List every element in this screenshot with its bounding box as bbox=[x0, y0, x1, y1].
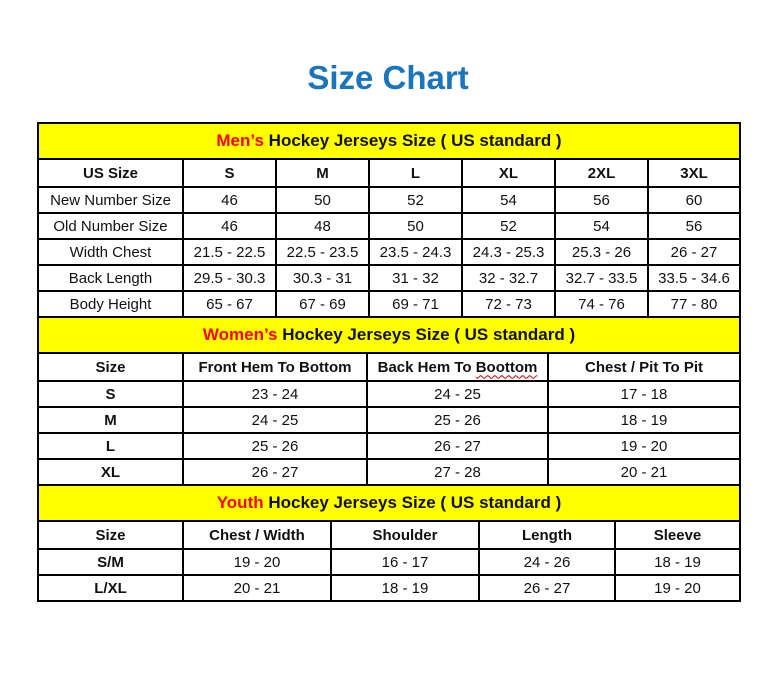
cell: 52 bbox=[369, 187, 462, 213]
cell: 32.7 - 33.5 bbox=[555, 265, 648, 291]
youth-highlight: Youth bbox=[216, 493, 264, 512]
cell: 56 bbox=[555, 187, 648, 213]
cell: 17 - 18 bbox=[548, 381, 740, 407]
womens-size-table bbox=[37, 316, 741, 486]
col-header: US Size bbox=[38, 159, 183, 187]
size-chart bbox=[37, 122, 739, 602]
col-header: Size bbox=[38, 521, 183, 549]
cell: 54 bbox=[555, 213, 648, 239]
cell: 26 - 27 bbox=[367, 433, 548, 459]
table-row bbox=[38, 381, 740, 407]
row-label: L/XL bbox=[38, 575, 183, 601]
col-header: Length bbox=[479, 521, 615, 549]
col-header: Front Hem To Bottom bbox=[183, 353, 367, 381]
col-header: Size bbox=[38, 353, 183, 381]
cell: 67 - 69 bbox=[276, 291, 369, 317]
col-header: Shoulder bbox=[331, 521, 479, 549]
cell: 19 - 20 bbox=[615, 575, 740, 601]
cell: 56 bbox=[648, 213, 740, 239]
youth-size-table bbox=[37, 484, 741, 602]
cell: 29.5 - 30.3 bbox=[183, 265, 276, 291]
cell: 23.5 - 24.3 bbox=[369, 239, 462, 265]
mens-section-header bbox=[38, 123, 740, 159]
cell: 69 - 71 bbox=[369, 291, 462, 317]
col-header: 2XL bbox=[555, 159, 648, 187]
cell: 19 - 20 bbox=[183, 549, 331, 575]
youth-column-headers bbox=[38, 521, 740, 549]
cell: 74 - 76 bbox=[555, 291, 648, 317]
mens-section-title bbox=[38, 123, 740, 159]
table-row bbox=[38, 433, 740, 459]
cell: 20 - 21 bbox=[183, 575, 331, 601]
cell: 77 - 80 bbox=[648, 291, 740, 317]
row-label: S bbox=[38, 381, 183, 407]
col-header: 3XL bbox=[648, 159, 740, 187]
row-label: S/M bbox=[38, 549, 183, 575]
row-label: XL bbox=[38, 459, 183, 485]
cell: 72 - 73 bbox=[462, 291, 555, 317]
col-header: S bbox=[183, 159, 276, 187]
cell: 24 - 25 bbox=[367, 381, 548, 407]
youth-section-header bbox=[38, 485, 740, 521]
youth-section-title bbox=[38, 485, 740, 521]
row-label: Width Chest bbox=[38, 239, 183, 265]
col-header: Sleeve bbox=[615, 521, 740, 549]
cell: 25 - 26 bbox=[367, 407, 548, 433]
cell: 26 - 27 bbox=[183, 459, 367, 485]
cell: 23 - 24 bbox=[183, 381, 367, 407]
row-label: M bbox=[38, 407, 183, 433]
col-header: L bbox=[369, 159, 462, 187]
cell: 21.5 - 22.5 bbox=[183, 239, 276, 265]
table-row bbox=[38, 549, 740, 575]
col-header: Chest / Width bbox=[183, 521, 331, 549]
table-row bbox=[38, 213, 740, 239]
cell: 50 bbox=[276, 187, 369, 213]
row-label: L bbox=[38, 433, 183, 459]
womens-title-rest: Hockey Jerseys Size ( US standard ) bbox=[282, 325, 576, 344]
table-row bbox=[38, 187, 740, 213]
cell: 32 - 32.7 bbox=[462, 265, 555, 291]
cell: 24.3 - 25.3 bbox=[462, 239, 555, 265]
mens-column-headers bbox=[38, 159, 740, 187]
cell: 25 - 26 bbox=[183, 433, 367, 459]
table-row bbox=[38, 575, 740, 601]
cell: 19 - 20 bbox=[548, 433, 740, 459]
cell: 25.3 - 26 bbox=[555, 239, 648, 265]
cell: 50 bbox=[369, 213, 462, 239]
womens-section-header bbox=[38, 317, 740, 353]
table-row bbox=[38, 407, 740, 433]
womens-column-headers bbox=[38, 353, 740, 381]
cell: 26 - 27 bbox=[479, 575, 615, 601]
col-header: Chest / Pit To Pit bbox=[548, 353, 740, 381]
cell: 48 bbox=[276, 213, 369, 239]
cell: 46 bbox=[183, 187, 276, 213]
cell: 33.5 - 34.6 bbox=[648, 265, 740, 291]
col-header-text: Back Hem To bbox=[377, 358, 472, 376]
table-row bbox=[38, 239, 740, 265]
row-label: Old Number Size bbox=[38, 213, 183, 239]
cell: 52 bbox=[462, 213, 555, 239]
mens-title-rest: Hockey Jerseys Size ( US standard ) bbox=[268, 131, 562, 150]
cell: 26 - 27 bbox=[648, 239, 740, 265]
row-label: Back Length bbox=[38, 265, 183, 291]
cell: 18 - 19 bbox=[615, 549, 740, 575]
cell: 54 bbox=[462, 187, 555, 213]
cell: 20 - 21 bbox=[548, 459, 740, 485]
cell: 22.5 - 23.5 bbox=[276, 239, 369, 265]
mens-highlight: Men’s bbox=[216, 131, 264, 150]
table-row bbox=[38, 265, 740, 291]
cell: 24 - 25 bbox=[183, 407, 367, 433]
col-header bbox=[367, 353, 548, 381]
cell: 16 - 17 bbox=[331, 549, 479, 575]
row-label: Body Height bbox=[38, 291, 183, 317]
page-title: Size Chart bbox=[307, 59, 469, 96]
row-label: New Number Size bbox=[38, 187, 183, 213]
misspelled-word: Boottom bbox=[475, 358, 538, 376]
cell: 30.3 - 31 bbox=[276, 265, 369, 291]
col-header: XL bbox=[462, 159, 555, 187]
womens-section-title bbox=[38, 317, 740, 353]
cell: 60 bbox=[648, 187, 740, 213]
table-row bbox=[38, 459, 740, 485]
cell: 24 - 26 bbox=[479, 549, 615, 575]
cell: 65 - 67 bbox=[183, 291, 276, 317]
mens-size-table bbox=[37, 122, 741, 318]
youth-title-rest: Hockey Jerseys Size ( US standard ) bbox=[268, 493, 562, 512]
col-header: M bbox=[276, 159, 369, 187]
table-row bbox=[38, 291, 740, 317]
cell: 18 - 19 bbox=[548, 407, 740, 433]
cell: 27 - 28 bbox=[367, 459, 548, 485]
cell: 46 bbox=[183, 213, 276, 239]
womens-highlight: Women’s bbox=[202, 325, 278, 344]
cell: 18 - 19 bbox=[331, 575, 479, 601]
cell: 31 - 32 bbox=[369, 265, 462, 291]
